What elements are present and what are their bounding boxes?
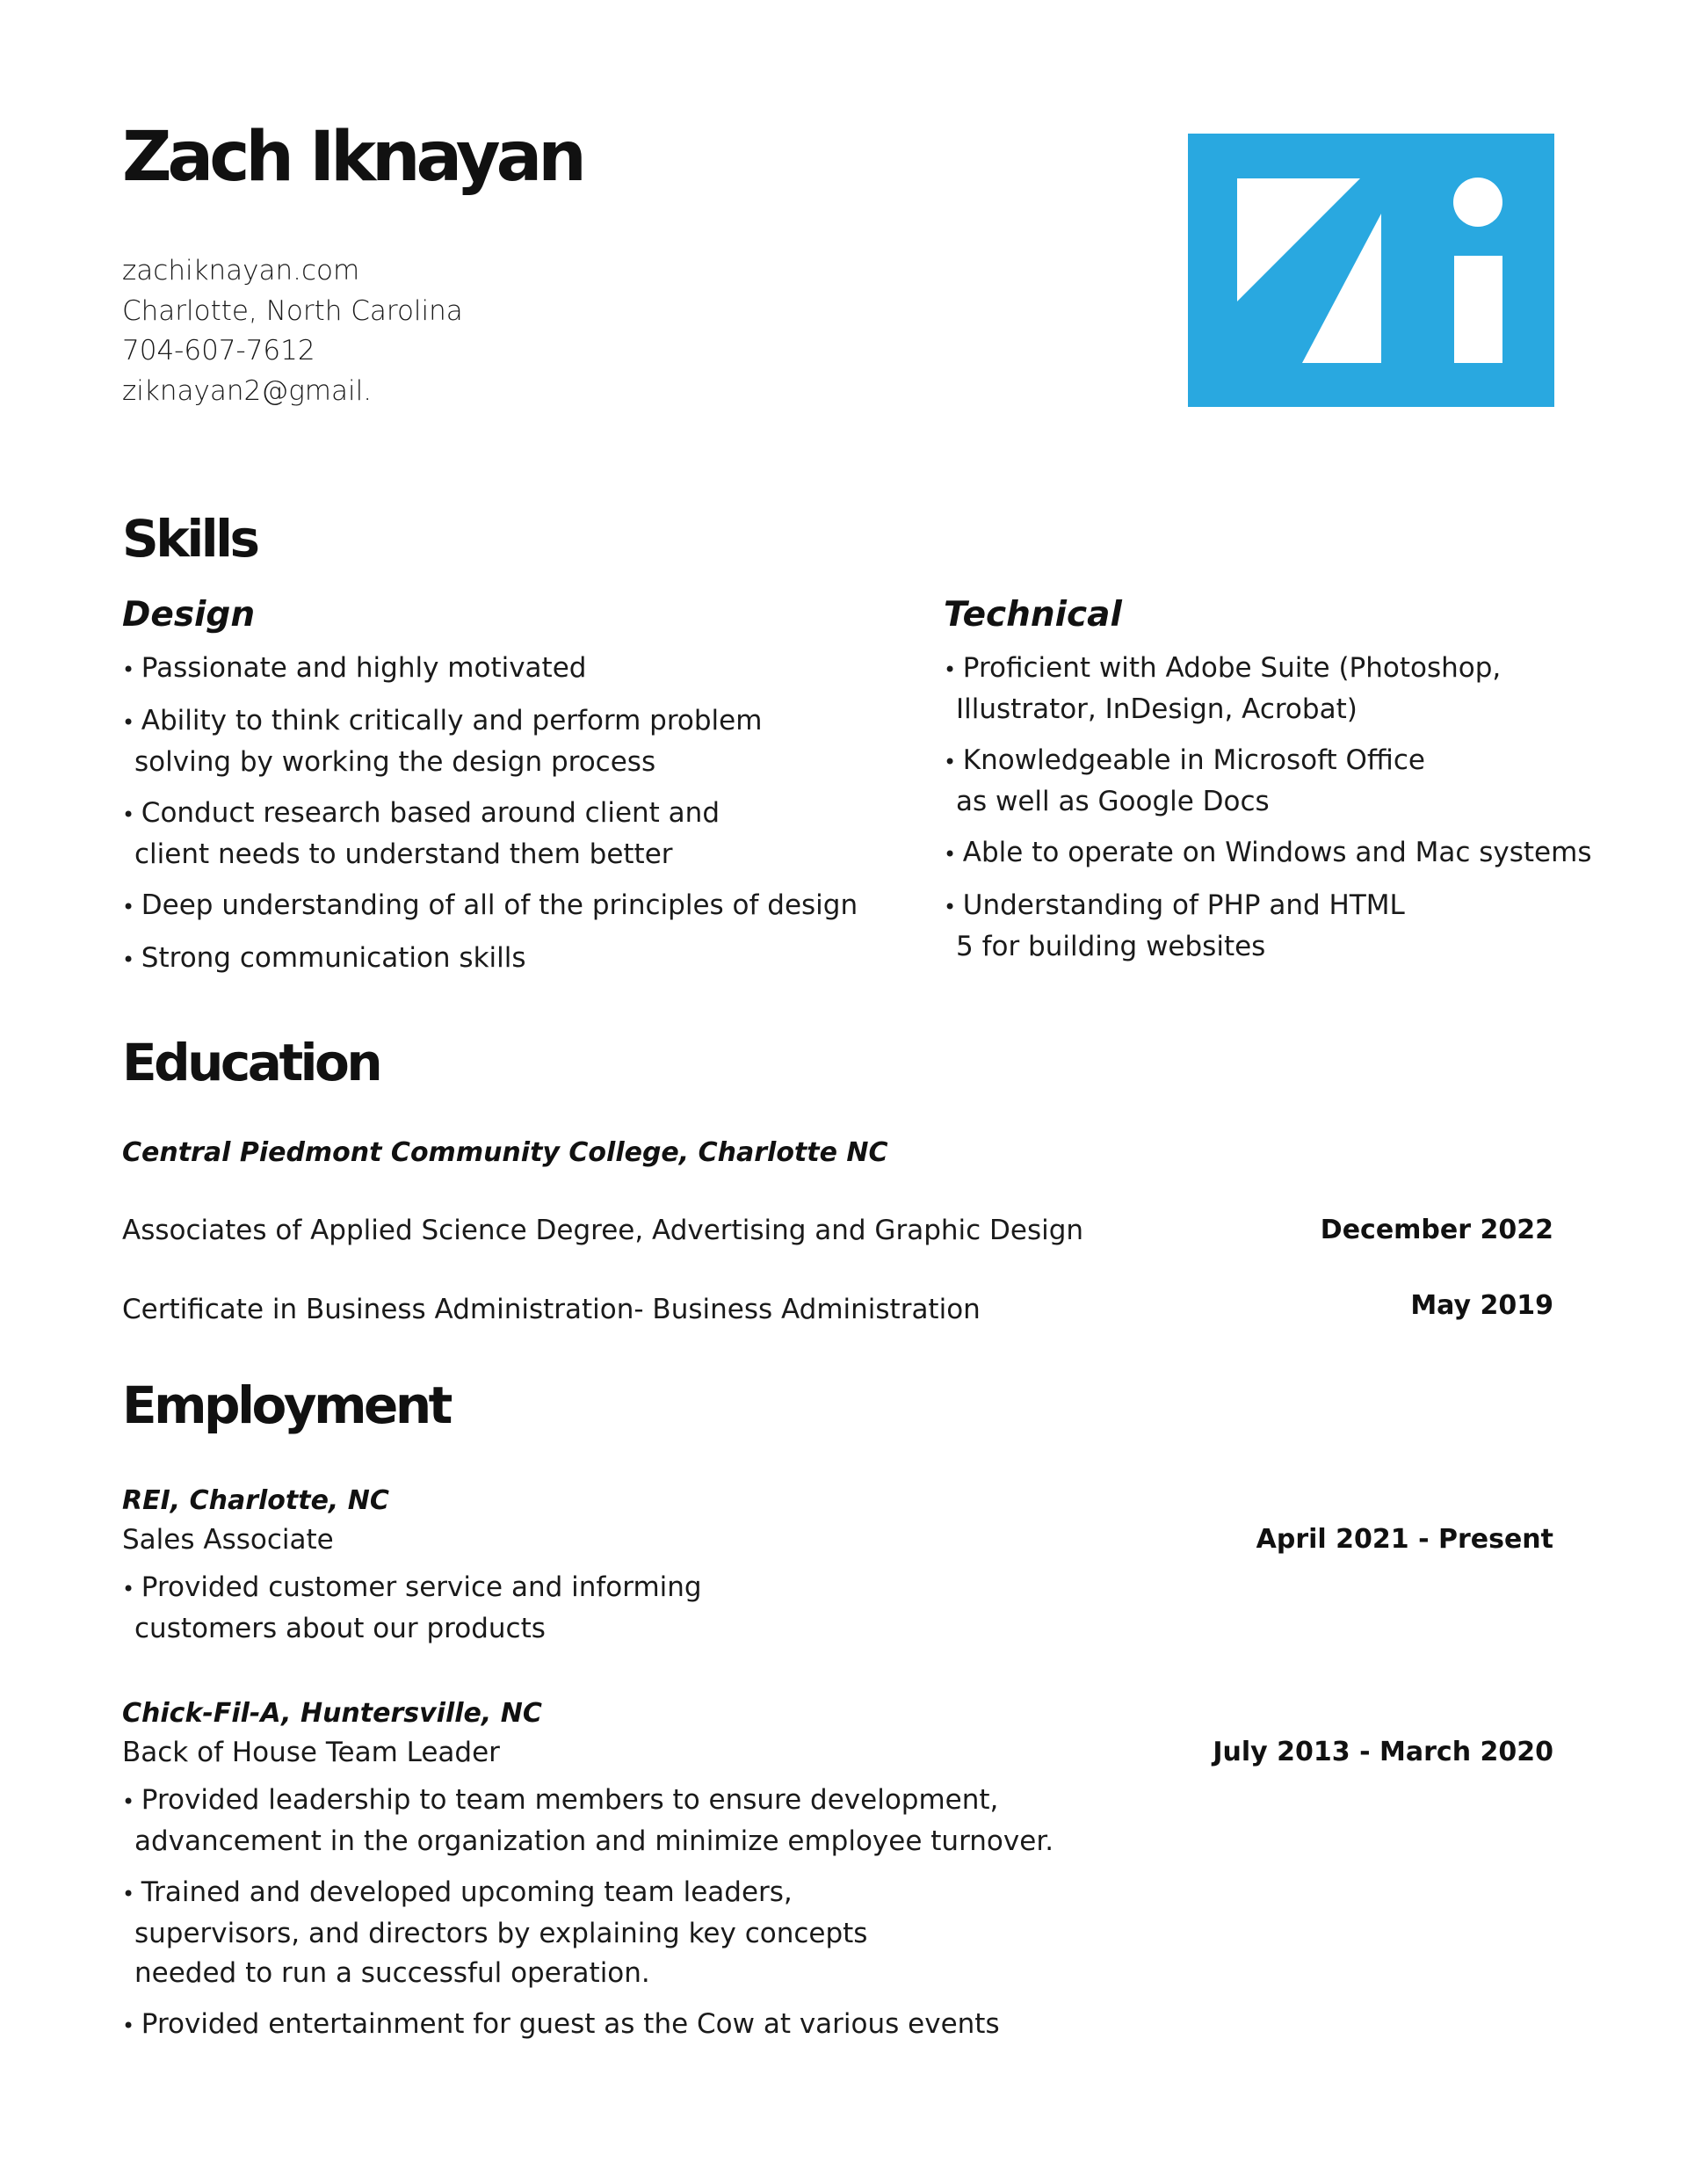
contact-info bbox=[122, 251, 463, 411]
job-role: Sales Associate bbox=[122, 1524, 334, 1556]
employment-title: Employment bbox=[122, 1375, 450, 1435]
list-item-text: Conduct research based around client and bbox=[141, 797, 720, 829]
list-item: • Trained and developed upcoming team leaders, supervisors, and directors by explaining key concepts needed to run a successful operation. bbox=[122, 1873, 1053, 1993]
degree-name: Certificate in Business Administration- Business Administration bbox=[122, 1294, 981, 1325]
list-item: • Conduct research based around client and client needs to understand them better bbox=[122, 794, 858, 874]
list-item-text: advancement in the organization and minimize employee turnover. bbox=[134, 1825, 1054, 1857]
list-item: • Deep understanding of all of the principles of design bbox=[122, 889, 858, 921]
list-item-text: client needs to understand them better bbox=[134, 838, 673, 870]
contact-location: Charlotte, North Carolina bbox=[122, 294, 463, 327]
job-duties-list bbox=[122, 1568, 702, 1660]
contact-website: zachiknayan.com bbox=[122, 255, 360, 287]
degree-date: May 2019 bbox=[1410, 1290, 1553, 1321]
job-date: April 2021 - Present bbox=[1256, 1524, 1553, 1555]
list-item-text: 5 for building websites bbox=[956, 931, 1266, 962]
list-item-text: Able to operate on Windows and Mac systems bbox=[962, 837, 1592, 868]
list-item-text: Provided customer service and informing bbox=[141, 1571, 702, 1603]
degree-name: Associates of Applied Science Degree, Advertising and Graphic Design bbox=[122, 1215, 1084, 1246]
list-item: • Ability to think critically and perform problem solving by working the design process bbox=[122, 701, 858, 782]
contact-phone: 704-607-7612 bbox=[122, 335, 315, 366]
list-item: • Provided entertainment for guest as the Cow at various events bbox=[122, 2008, 1000, 2040]
list-item-text: customers about our products bbox=[134, 1613, 546, 1644]
list-item-text: Deep understanding of all of the principles of design bbox=[141, 889, 858, 921]
list-item-text: solving by working the design process bbox=[134, 746, 656, 778]
school-name: Central Piedmont Community College, Charlotte NC bbox=[122, 1137, 888, 1168]
list-item: • Able to operate on Windows and Mac systems bbox=[944, 837, 1592, 868]
zi-monogram-logo bbox=[1188, 134, 1554, 407]
list-item: • Strong communication skills bbox=[122, 942, 526, 974]
logo-i-stem bbox=[1454, 256, 1502, 363]
logo-i-dot bbox=[1453, 178, 1502, 227]
list-item-text: Trained and developed upcoming team leaders, bbox=[141, 1876, 793, 1908]
list-item: • Provided leadership to team members to ensure development, advancement in the organization and minimize employee turnover. bbox=[122, 1781, 1053, 1861]
list-item-text: Ability to think critically and perform problem bbox=[141, 705, 763, 736]
list-item: • Proficient with Adobe Suite (Photoshop, Illustrator, InDesign, Acrobat) bbox=[944, 649, 1591, 729]
employer-name: Chick-Fil-A, Huntersville, NC bbox=[122, 1698, 542, 1729]
list-item-text: Strong communication skills bbox=[141, 942, 526, 974]
job-date: July 2013 - March 2020 bbox=[1213, 1737, 1553, 1767]
skills-title: Skills bbox=[122, 509, 257, 569]
degree-date: December 2022 bbox=[1320, 1215, 1553, 1245]
list-item: • Understanding of PHP and HTML 5 for building websites bbox=[944, 886, 1591, 967]
list-item-text: Passionate and highly motivated bbox=[141, 652, 587, 684]
resume-name: Zach Iknayan bbox=[122, 118, 583, 197]
technical-heading: Technical bbox=[944, 595, 1122, 635]
design-heading: Design bbox=[122, 595, 256, 635]
technical-skills-list bbox=[944, 649, 1591, 978]
list-item-text: Illustrator, InDesign, Acrobat) bbox=[956, 693, 1358, 725]
list-item-text: Provided entertainment for guest as the Cow at various events bbox=[141, 2008, 1000, 2040]
list-item: • Knowledgeable in Microsoft Office as well as Google Docs bbox=[944, 741, 1591, 822]
job-role: Back of House Team Leader bbox=[122, 1737, 500, 1768]
list-item-text: Knowledgeable in Microsoft Office bbox=[962, 744, 1425, 776]
design-skills-list bbox=[122, 649, 858, 991]
list-item-text: as well as Google Docs bbox=[956, 786, 1270, 817]
list-item-text: Proficient with Adobe Suite (Photoshop, bbox=[962, 652, 1502, 684]
list-item: • Provided customer service and informing customers about our products bbox=[122, 1568, 702, 1649]
list-item-text: Provided leadership to team members to ensure development, bbox=[141, 1784, 999, 1816]
list-item-text: Understanding of PHP and HTML bbox=[962, 889, 1405, 921]
education-title: Education bbox=[122, 1033, 380, 1092]
contact-email: ziknayan2@gmail. bbox=[122, 374, 373, 407]
employer-name: REI, Charlotte, NC bbox=[122, 1485, 389, 1516]
job-duties-list bbox=[122, 1781, 1053, 2057]
list-item: • Passionate and highly motivated bbox=[122, 652, 587, 684]
list-item-text: supervisors, and directors by explaining key concepts bbox=[134, 1918, 868, 1949]
list-item-text: needed to run a successful operation. bbox=[134, 1957, 650, 1989]
